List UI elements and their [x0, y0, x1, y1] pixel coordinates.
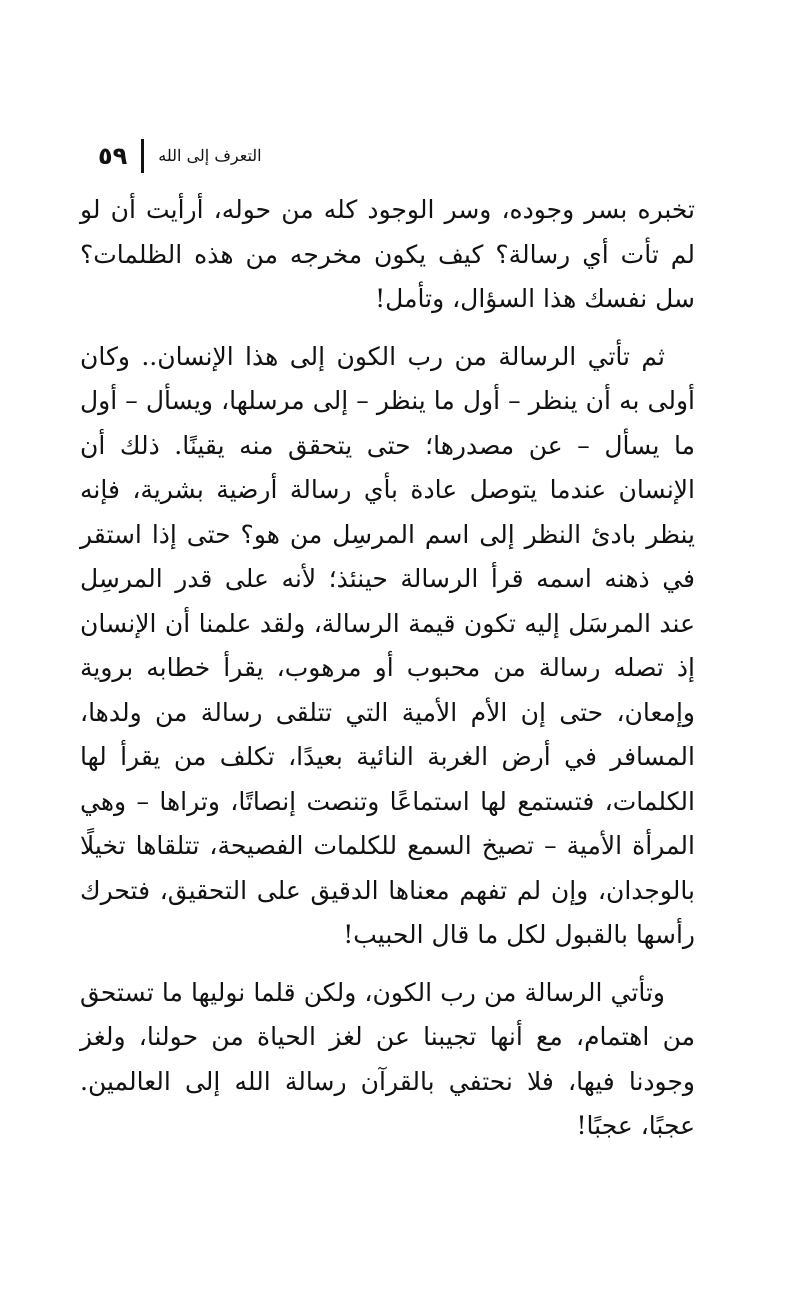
running-head	[98, 136, 698, 176]
header-divider	[141, 139, 144, 173]
body-text	[80, 188, 695, 1149]
paragraph-2: ثم تأتي الرسالة من رب الكون إلى هذا الإنسان.. وكان أولى به أن ينظر – أول ما ينظر – إلى مرسلها، ويسأل – أول ما يسأل – عن مصدرها؛ حتى يتحقق منه يقينًا. ذلك أن الإنسان عندما يتوصل عادة بأي رسالة أرضية بشرية، فإنه ينظر بادئ النظر إلى اسم المرسِل من هو؟ حتى إذا استقر في ذهنه اسمه قرأ الرسالة حينئذ؛ لأنه على قدر المرسِل عند المرسَل إليه تكون قيمة الرسالة، ولقد علمنا أن الإنسان إذ تصله رسالة من محبوب أو مرهوب، يقرأ خطابه بروية وإمعان، حتى إن الأم الأمية التي تتلقى رسالة من ولدها، المسافر في أرض الغربة النائية بعيدًا، تكلف من يقرأ لها الكلمات، فتستمع لها استماعًا وتنصت إنصاتًا، وتراها – وهي المرأة الأمية – تصيخ السمع للكلمات الفصيحة، تتلقاها تخيلًا بالوجدان، وإن لم تفهم معناها الدقيق على التحقيق، فتحرك رأسها بالقبول لكل ما قال الحبيب!	[80, 341, 695, 949]
page-number: ٥٩	[98, 142, 128, 170]
book-title: التعرف إلى الله	[158, 146, 262, 165]
paragraph-3: وتأتي الرسالة من رب الكون، ولكن قلما نوليها ما تستحق من اهتمام، مع أنها تجيبنا عن لغز الحياة من حولنا، ولغز وجودنا فيها، فلا نحتفي بالقرآن رسالة الله إلى العالمين. عجبًا، عجبًا!	[80, 977, 695, 1140]
paragraph-1: تخبره بسر وجوده، وسر الوجود كله من حوله، أرأيت أن لو لم تأت أي رسالة؟ كيف يكون مخرجه من هذه الظلمات؟ سل نفسك هذا السؤال، وتأمل!	[80, 195, 695, 313]
